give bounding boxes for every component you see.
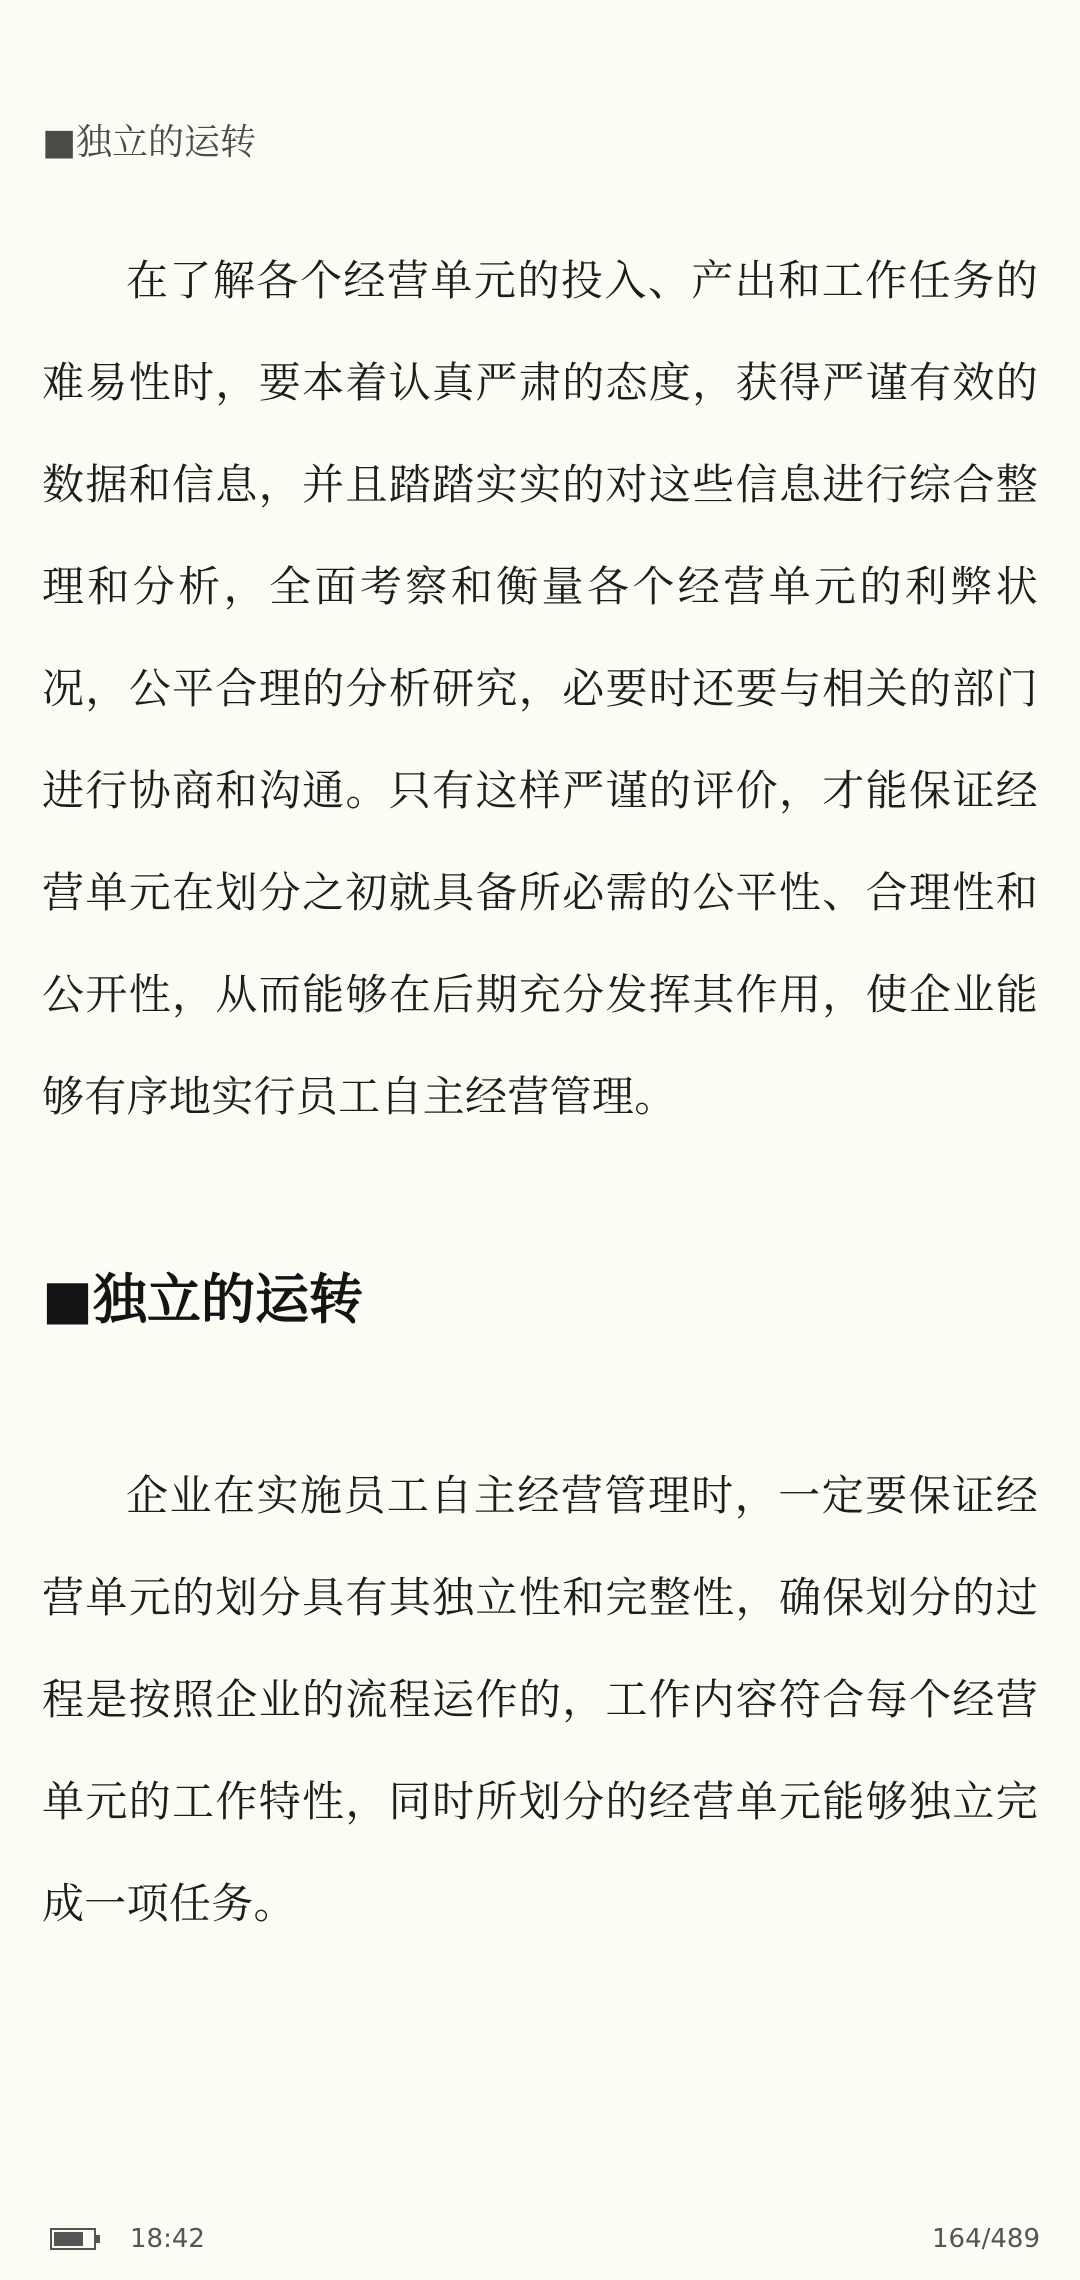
clock-time: 18:42: [130, 2224, 205, 2254]
page-indicator: 164/489: [931, 2224, 1040, 2254]
reader-status-bar: [0, 2222, 1080, 2266]
body-paragraph: 企业在实施员工自主经营管理时，一定要保证经营单元的划分具有其独立性和完整性，确保划分的过程是按照企业的流程运作的，工作内容符合每个经营单元的工作特性，同时所划分的经营单元能够独立完成一项任务。: [42, 1471, 1038, 1928]
section-heading: ■独立的运转: [42, 1268, 364, 1331]
body-paragraph: 在了解各个经营单元的投入、产出和工作任务的难易性时，要本着认真严肃的态度，获得严谨有效的数据和信息，并且踏踏实实的对这些信息进行综合整理和分析，全面考察和衡量各个经营单元的利弊状况，公平合理的分析研究，必要时还要与相关的部门进行协商和沟通。只有这样严谨的评价，才能保证经营单元在划分之初就具备所必需的公平性、合理性和公开性，从而能够在后期充分发挥其作用，使企业能够有序地实行员工自主经营管理。: [42, 256, 1038, 1121]
running-header-title: ■独立的运转: [42, 122, 257, 163]
battery-level-fill: [54, 2232, 83, 2246]
battery-icon: [50, 2228, 96, 2250]
battery-tip: [96, 2235, 100, 2243]
